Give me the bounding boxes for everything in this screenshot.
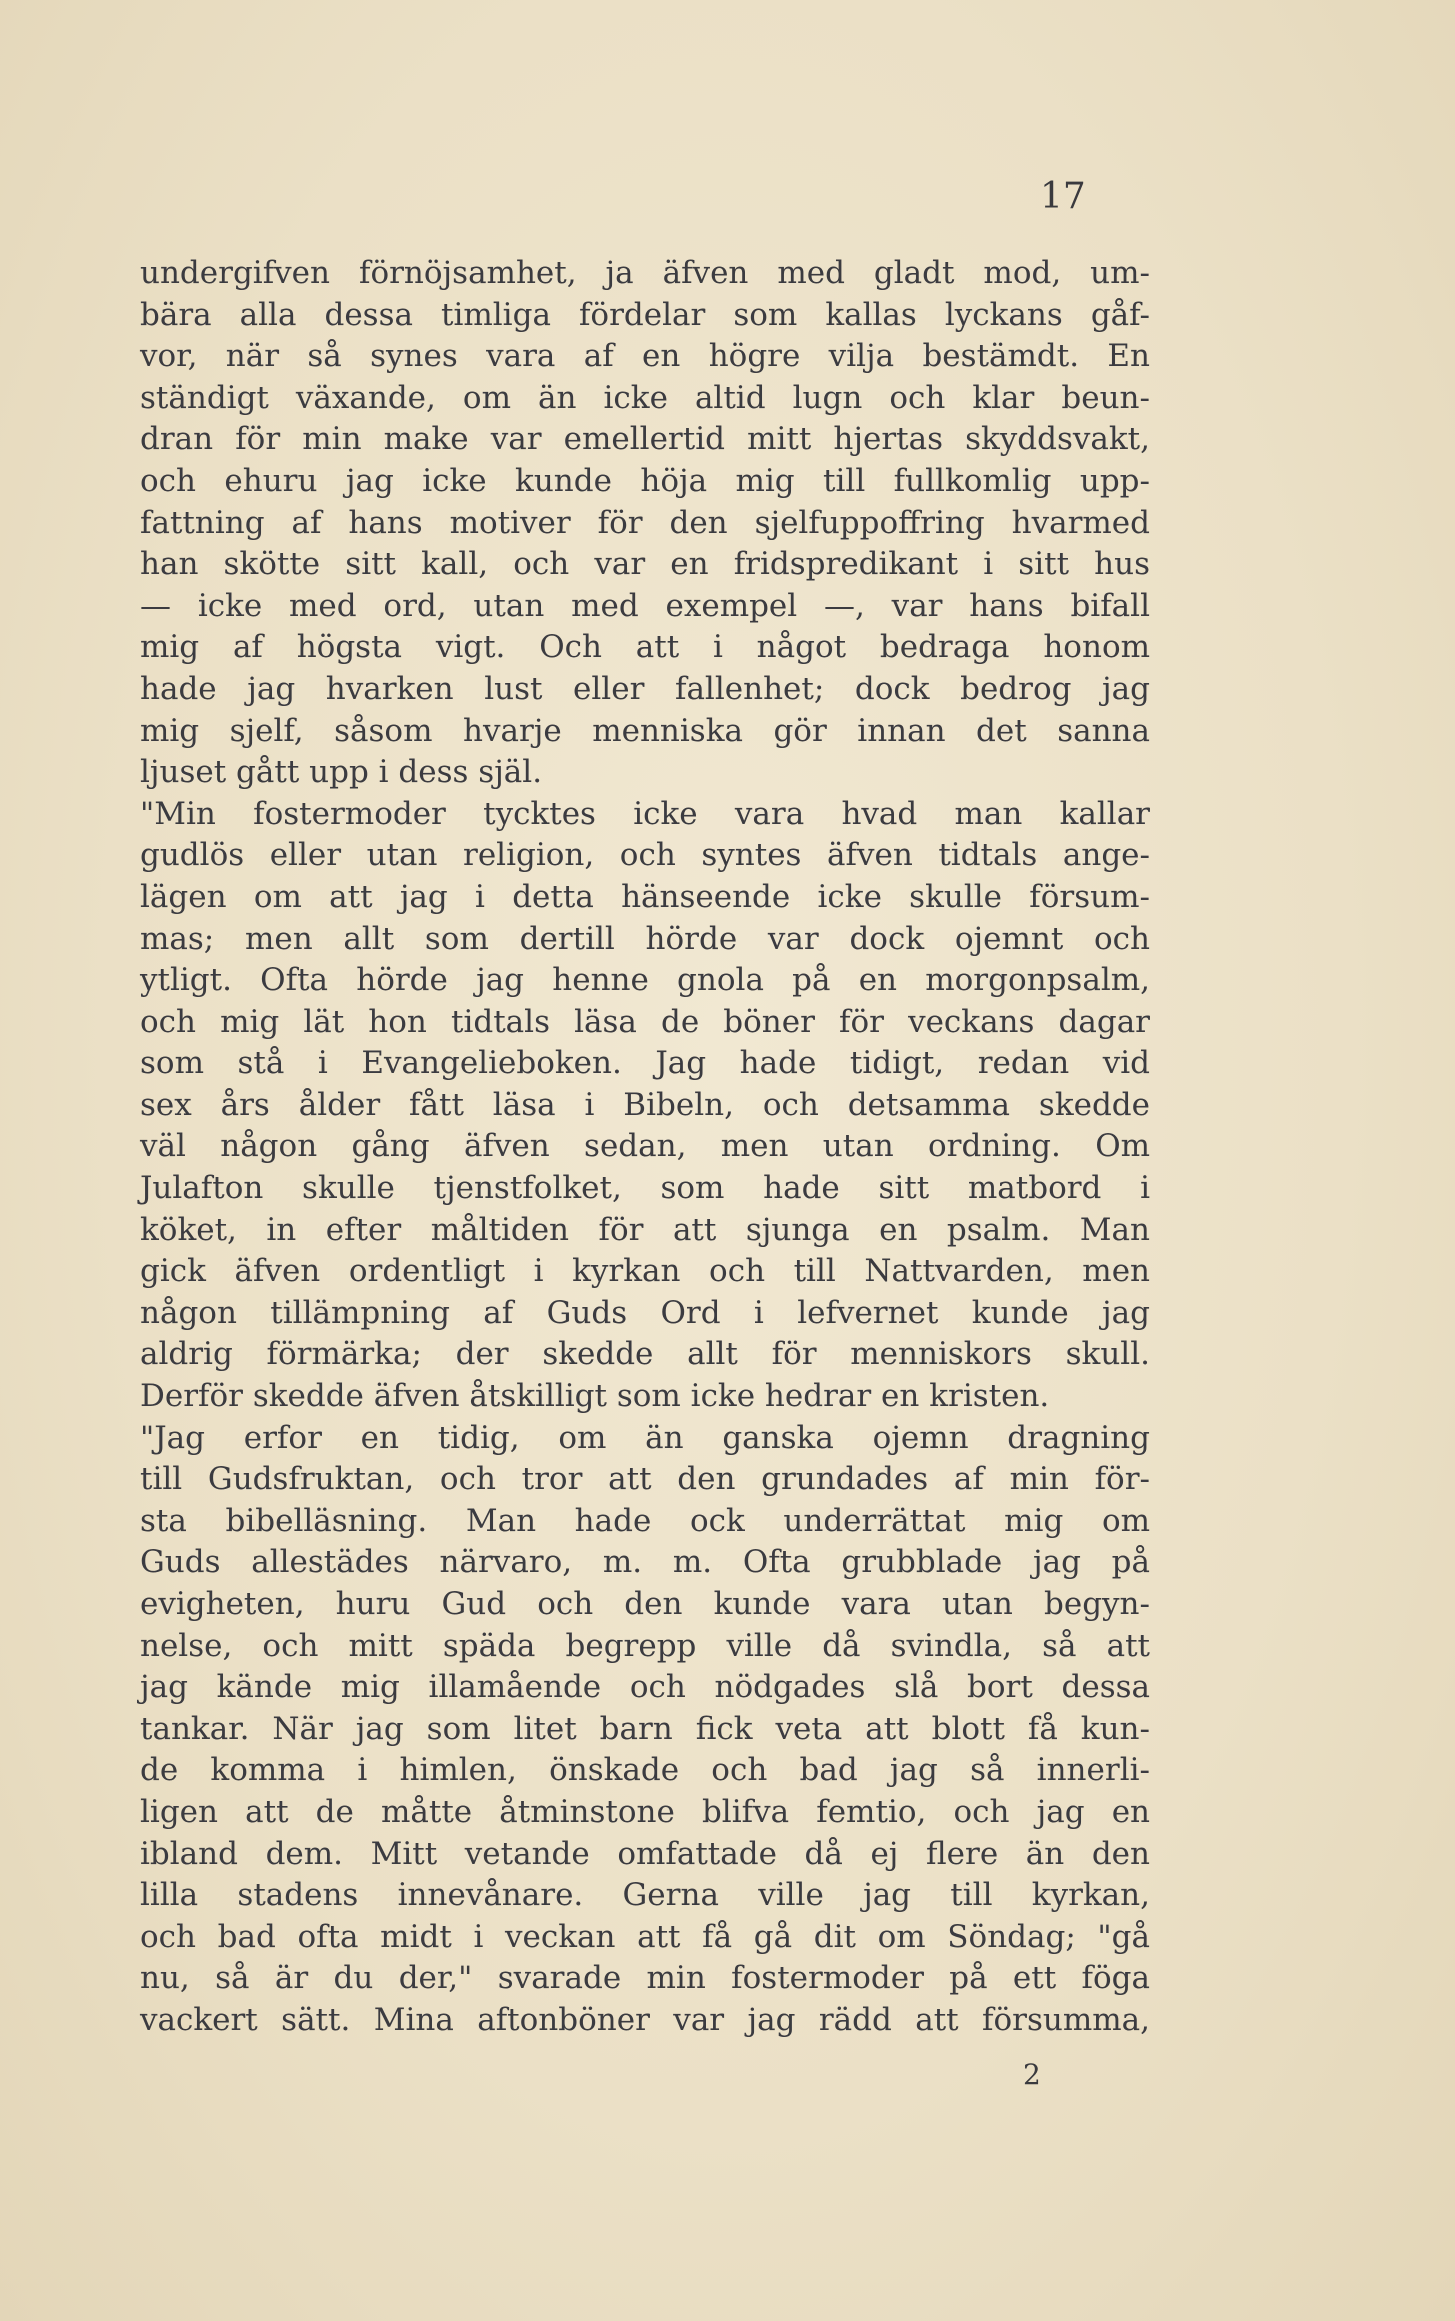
text-line: och ehuru jag icke kunde höja mig till fullkomlig upp- [140, 462, 1150, 499]
text-line: till Gudsfruktan, och tror att den grundades af min för- [140, 1461, 1150, 1498]
signature-mark: 2 [1023, 2058, 1041, 2091]
text-line: "Min fostermoder tycktes icke vara hvad man kallar [140, 795, 1150, 832]
text-line: som stå i Evangelieboken. Jag hade tidigt, redan vid [140, 1045, 1150, 1082]
text-line: tankar. När jag som litet barn fick veta att blott få kun- [140, 1710, 1150, 1747]
text-line: och mig lät hon tidtals läsa de böner för veckans dagar [140, 1003, 1150, 1040]
text-line: vackert sätt. Mina aftonböner var jag rädd att försumma, [140, 2001, 1150, 2038]
text-line: nelse, och mitt späda begrepp ville då svindla, så att [140, 1627, 1150, 1664]
text-line: ibland dem. Mitt vetande omfattade då ej flere än den [140, 1835, 1150, 1872]
page-number: 17 [1040, 176, 1086, 217]
text-line: undergifven förnöjsamhet, ja äfven med gladt mod, um- [140, 255, 1150, 291]
text-line: mas; men allt som dertill hörde var dock ojemnt och [140, 920, 1150, 957]
text-line: och bad ofta midt i veckan att få gå dit om Söndag; "gå [140, 1918, 1150, 1955]
text-line: ljuset gått upp i dess själ. [140, 754, 543, 791]
body-text [140, 253, 1150, 2042]
text-line: gudlös eller utan religion, och syntes äfven tidtals ange- [140, 837, 1150, 874]
text-line: väl någon gång äfven sedan, men utan ordning. Om [140, 1128, 1150, 1165]
text-line: aldrig förmärka; der skedde allt för menniskors skull. [140, 1336, 1150, 1373]
text-line: jag kände mig illamående och nödgades slå bort dessa [140, 1669, 1150, 1706]
text-line: evigheten, huru Gud och den kunde vara utan begyn- [140, 1586, 1150, 1622]
text-line: "Jag erfor en tidig, om än ganska ojemn dragning [140, 1419, 1150, 1456]
text-line: sta bibelläsning. Man hade ock underrättat mig om [140, 1502, 1150, 1539]
text-line: han skötte sitt kall, och var en fridspredikant i sitt hus [140, 546, 1150, 583]
text-line: lilla stadens innevånare. Gerna ville jag till kyrkan, [140, 1877, 1150, 1914]
text-line: Julafton skulle tjenstfolket, som hade sitt matbord i [140, 1170, 1150, 1207]
text-line: gick äfven ordentligt i kyrkan och till Nattvarden, men [140, 1253, 1150, 1290]
text-line: nu, så är du der," svarade min fostermoder på ett föga [140, 1960, 1150, 1997]
text-line: de komma i himlen, önskade och bad jag så innerli- [140, 1752, 1150, 1789]
text-line: ständigt växande, om än icke altid lugn och klar beun- [140, 379, 1150, 416]
text-line: ytligt. Ofta hörde jag henne gnola på en morgonpsalm, [140, 962, 1150, 999]
text-line: bära alla dessa timliga fördelar som kallas lyckans gåf- [140, 296, 1150, 333]
text-line: dran för min make var emellertid mitt hjertas skyddsvakt, [140, 421, 1150, 458]
text-line: mig af högsta vigt. Och att i något bedraga honom [140, 629, 1150, 666]
text-line: fattning af hans motiver för den sjelfuppoffring hvarmed [140, 504, 1150, 541]
text-line: lägen om att jag i detta hänseende icke skulle försum- [140, 878, 1150, 915]
text-line: Guds allestädes närvaro, m. m. Ofta grubblade jag på [140, 1544, 1150, 1581]
text-line: sex års ålder fått läsa i Bibeln, och detsamma skedde [140, 1086, 1150, 1123]
text-line: någon tillämpning af Guds Ord i lefvernet kunde jag [140, 1294, 1150, 1331]
text-line: Derför skedde äfven åtskilligt som icke hedrar en kristen. [140, 1378, 1050, 1415]
text-line: mig sjelf, såsom hvarje menniska gör innan det sanna [140, 712, 1150, 749]
text-line: vor, när så synes vara af en högre vilja bestämdt. En [140, 338, 1150, 375]
text-line: — icke med ord, utan med exempel —, var hans bifall [140, 587, 1150, 624]
text-line: köket, in efter måltiden för att sjunga en psalm. Man [140, 1211, 1150, 1248]
text-line: ligen att de måtte åtminstone blifva femtio, och jag en [140, 1793, 1150, 1830]
text-line: hade jag hvarken lust eller fallenhet; dock bedrog jag [140, 670, 1150, 707]
